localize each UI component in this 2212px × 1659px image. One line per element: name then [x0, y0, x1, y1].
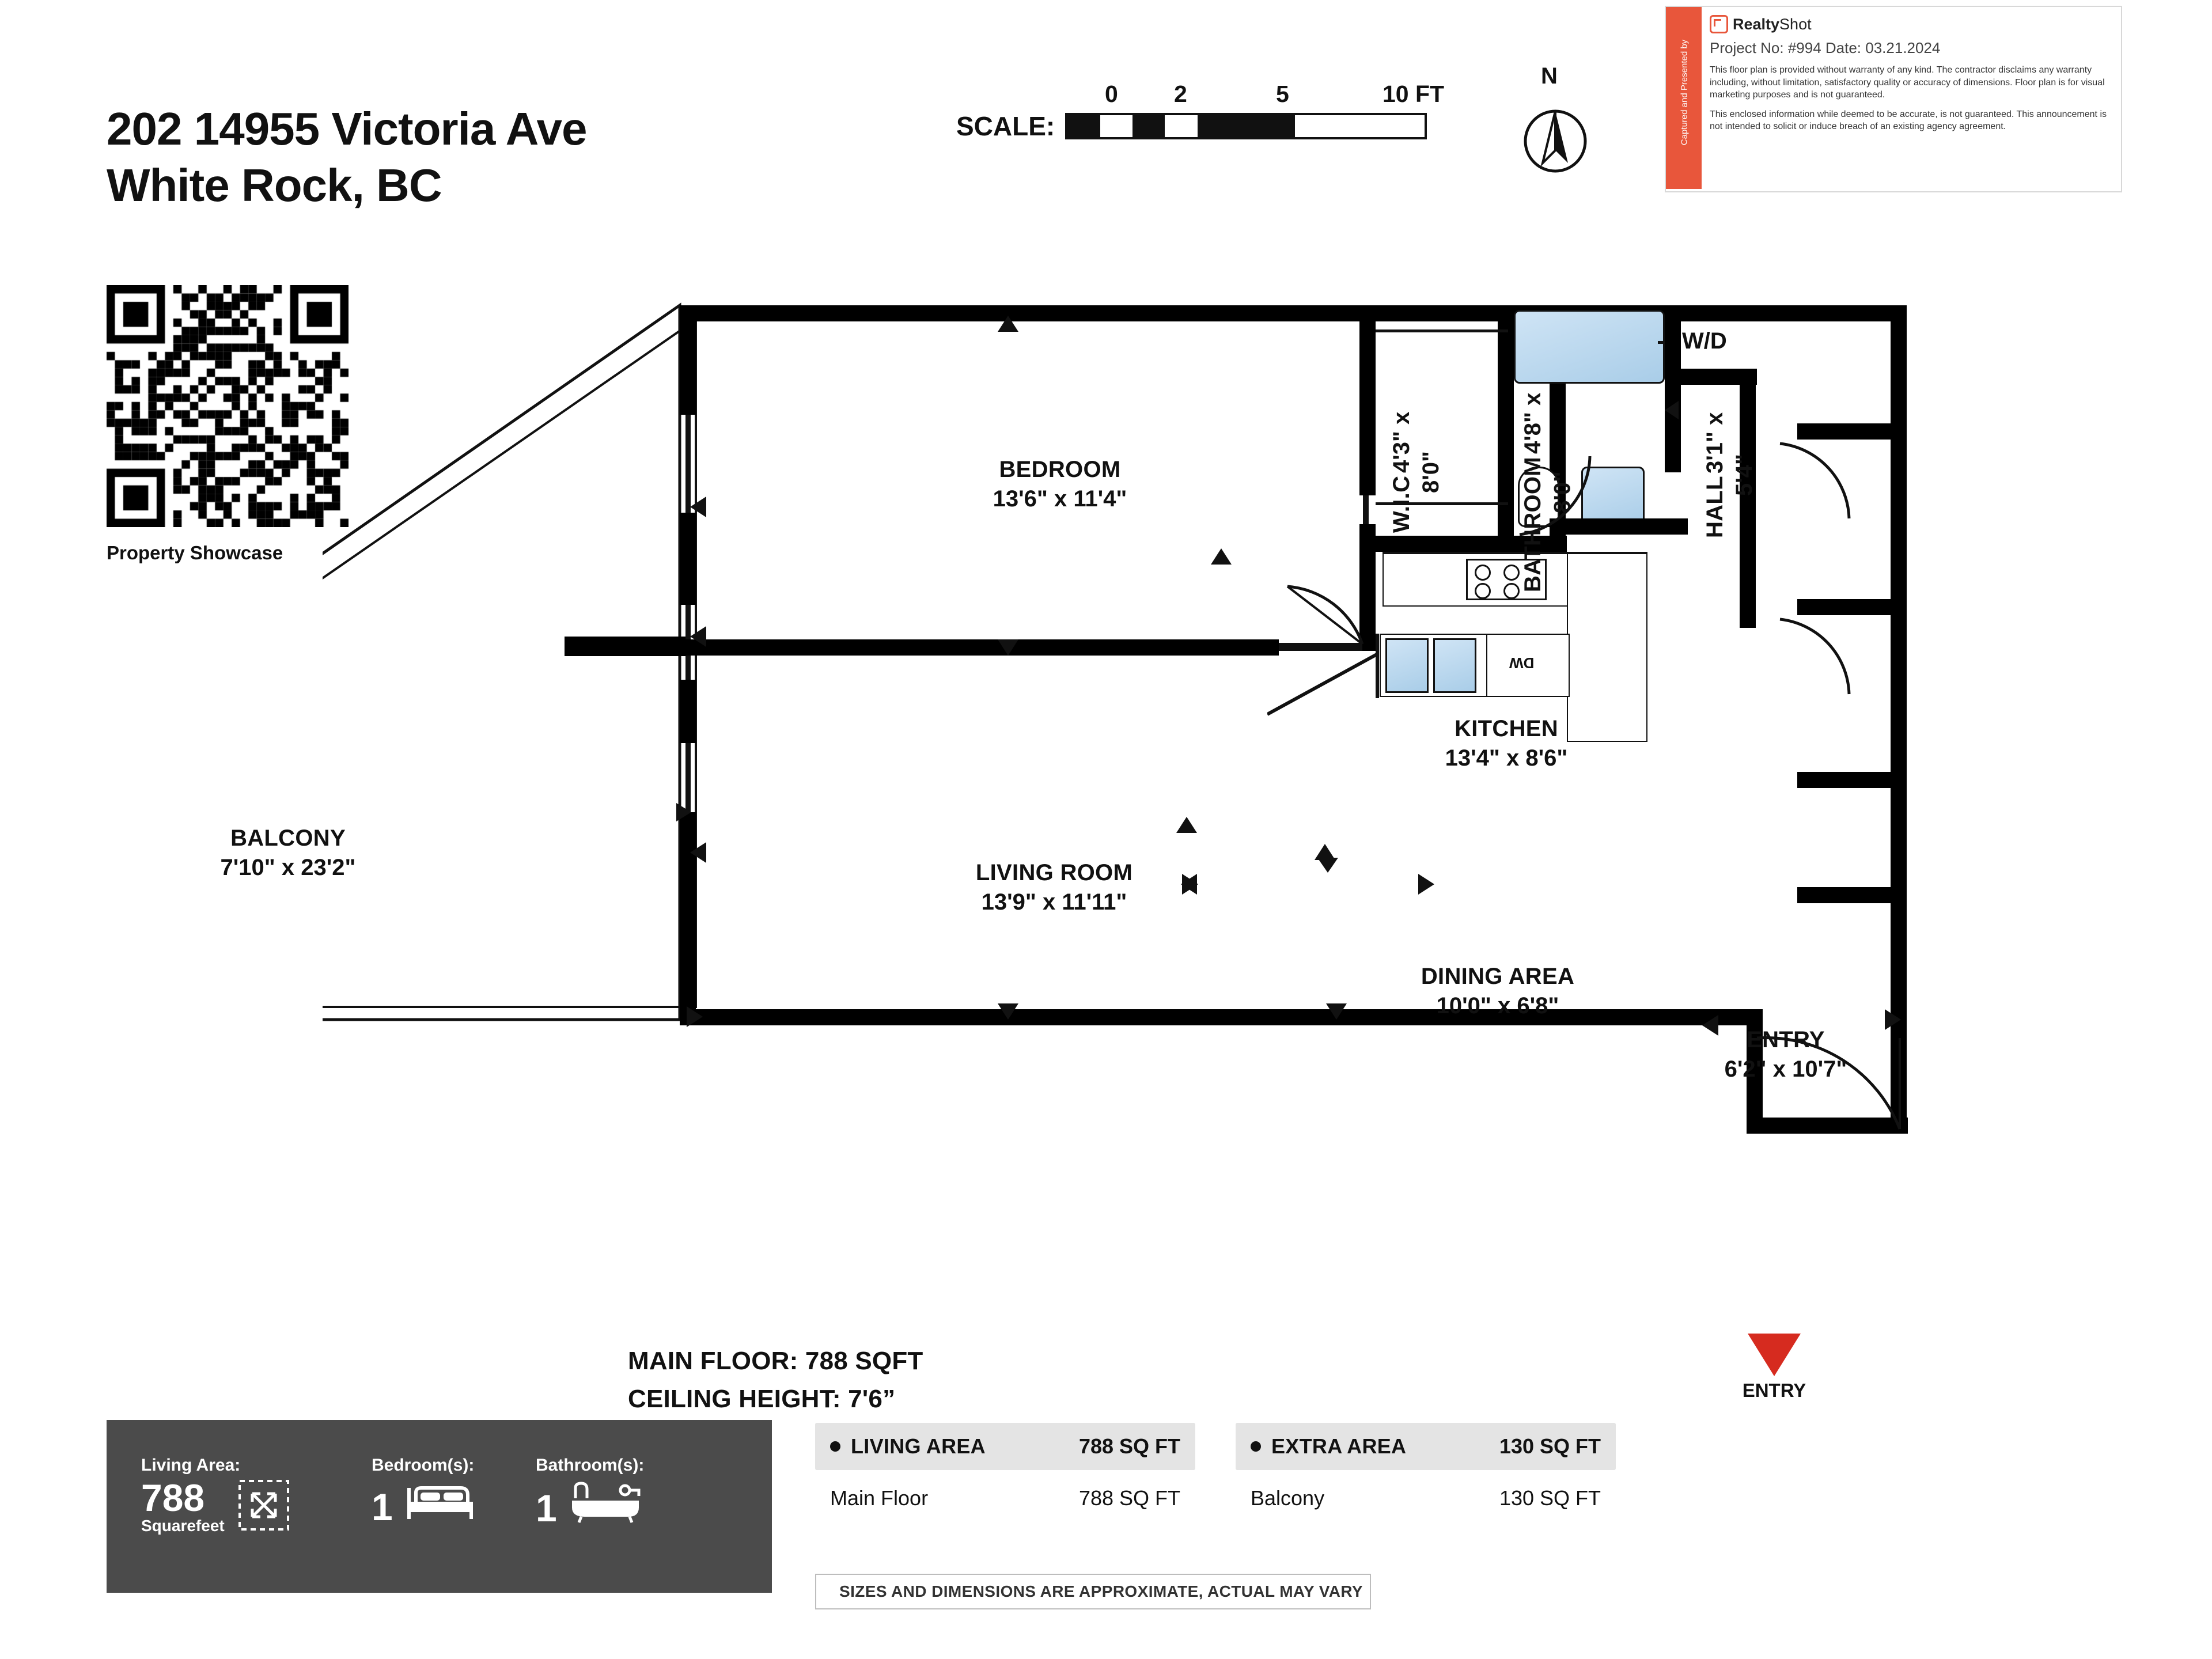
bathrooms-value: 1 [536, 1487, 557, 1529]
sizes-disclaimer-text: SIZES AND DIMENSIONS ARE APPROXIMATE, ACTUAL MAY VARY [839, 1582, 1363, 1600]
room-label-hall: HALL 3'1" x 5'4" [1702, 412, 1758, 539]
stat-bathrooms [536, 1456, 645, 1527]
living-area-row-value: 788 SQ FT [1078, 1486, 1180, 1510]
dishwasher-label: DW [1509, 654, 1535, 672]
extra-area-table [1236, 1423, 1616, 1510]
extra-area-header-label: EXTRA AREA [1271, 1434, 1407, 1458]
living-area-unit: Squarefeet [141, 1517, 225, 1535]
bed-icon [406, 1479, 475, 1524]
room-label-entry: ENTRY 6'2" x 10'7" [1724, 1027, 1847, 1082]
address-line-2: White Rock, BC [107, 159, 442, 211]
extra-area-table-header [1236, 1423, 1616, 1470]
living-area-header-label: LIVING AREA [851, 1434, 986, 1458]
scale-bar-graphic [1065, 113, 1427, 139]
room-label-bathroom: BATHROOM 4'8" x 8'0" [1520, 393, 1575, 592]
wd-label: W/D [1682, 328, 1727, 354]
main-floor-note [628, 1342, 923, 1418]
room-label-bedroom: BEDROOM 13'6" x 11'4" [993, 457, 1127, 512]
stats-panel [107, 1420, 772, 1593]
room-label-dining-area: DINING AREA 10'0" x 6'8" [1421, 964, 1575, 1019]
bathrooms-caption: Bathroom(s): [536, 1456, 645, 1475]
bathtub-stat-icon [570, 1479, 645, 1525]
page-title [107, 101, 827, 213]
table-row [1236, 1470, 1616, 1510]
brand-name: RealtyShot [1733, 15, 1812, 33]
bullet-icon [830, 1441, 840, 1452]
extra-area-row-label: Balcony [1251, 1486, 1325, 1510]
living-area-header-value: 788 SQ FT [1078, 1434, 1180, 1458]
living-area-caption: Living Area: [141, 1456, 241, 1475]
disclaimer-panel [1665, 6, 2122, 192]
disclaimer-sidebar-text: Captured and Presented by [1679, 39, 1690, 146]
compass-needle-icon [1521, 95, 1590, 187]
floor-plan [220, 276, 1878, 1331]
room-label-wic: W.I.C 4'3" x 8'0" [1389, 411, 1444, 533]
scale-tick-labels [956, 81, 1475, 111]
scale-bar [956, 81, 1475, 142]
entry-marker [1728, 1334, 1820, 1402]
scale-tick-2: 5 [1276, 81, 1289, 107]
stat-living-area [141, 1456, 290, 1535]
entry-arrow-icon [1748, 1334, 1801, 1376]
project-number: Project No: #994 Date: 03.21.2024 [1710, 39, 1941, 56]
disclaimer-paragraph-1: This floor plan is provided without warranty of any kind. The contractor disclaims any warranty including, without limitation, satisfactory quality or accuracy of dimensions. Floor plan is for visual marketing purposes and is not guaranteed. [1710, 65, 2105, 100]
extra-area-row-value: 130 SQ FT [1499, 1486, 1601, 1510]
compass-icon [1509, 63, 1601, 196]
brand-logo [1710, 15, 2112, 33]
scale-label: SCALE: [956, 111, 1055, 141]
qr-caption: Property Showcase [107, 542, 283, 563]
living-area-row-label: Main Floor [830, 1486, 929, 1510]
living-area-table-header [815, 1423, 1195, 1470]
ceiling-height: CEILING HEIGHT: 7'6” [628, 1385, 896, 1413]
living-area-table [815, 1423, 1195, 1510]
qr-code-icon[interactable] [107, 285, 349, 527]
entry-marker-label: ENTRY [1742, 1380, 1806, 1401]
scale-tick-3: 10 FT [1382, 81, 1445, 107]
address-line-1: 202 14955 Victoria Ave [107, 103, 587, 154]
realtyshot-logo-icon [1710, 15, 1728, 33]
table-row [815, 1470, 1195, 1510]
dimension-arrows [323, 276, 1912, 1164]
extra-area-header-value: 130 SQ FT [1499, 1434, 1601, 1458]
sizes-disclaimer [815, 1574, 1371, 1609]
bedrooms-value: 1 [372, 1486, 393, 1528]
compass-north-label: N [1541, 63, 1558, 89]
disclaimer-paragraph-2: This enclosed information while deemed to be accurate, is not guaranteed. This announcement is not intended to solicit or induce breach of an existing agency agreement. [1710, 109, 2107, 132]
stat-bedrooms [372, 1456, 475, 1526]
room-label-balcony: BALCONY 7'10" x 23'2" [220, 825, 356, 881]
disclaimer-sidebar-tab [1666, 7, 1702, 189]
living-area-value: 788 [141, 1476, 205, 1519]
main-floor-sqft: MAIN FLOOR: 788 SQFT [628, 1347, 923, 1375]
bullet-icon [1251, 1441, 1261, 1452]
bedrooms-caption: Bedroom(s): [372, 1456, 475, 1475]
scale-tick-0: 0 [1105, 81, 1118, 107]
scale-tick-1: 2 [1174, 81, 1187, 107]
area-icon [237, 1479, 290, 1532]
room-label-living-room: LIVING ROOM 13'9" x 11'11" [975, 860, 1133, 915]
room-label-kitchen: KITCHEN 13'4" x 8'6" [1445, 716, 1568, 771]
qr-block [107, 285, 349, 564]
